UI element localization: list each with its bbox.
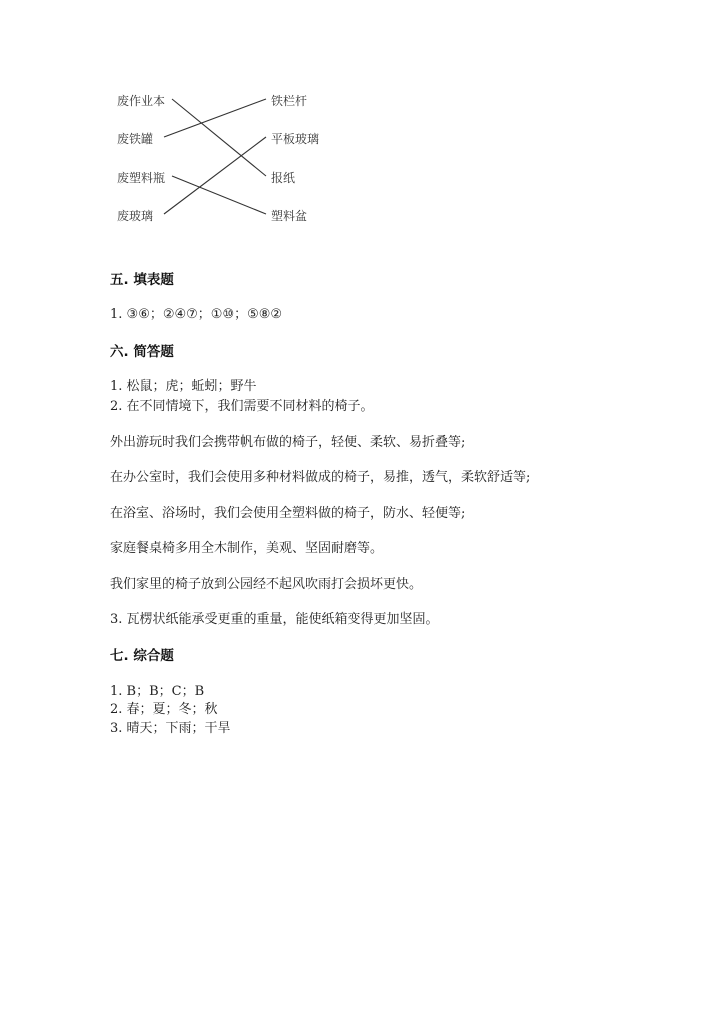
- section-title: 六. 简答题: [110, 344, 174, 360]
- left-item: 废塑料瓶: [117, 171, 166, 185]
- right-item: 平板玻璃: [271, 132, 320, 146]
- section-title: 七. 综合题: [110, 648, 174, 664]
- answer-line: 1. ③⑥；②④⑦；①⑩；⑤⑧②: [110, 307, 283, 322]
- answer-line: 3. 瓦楞状纸能承受更重的重量，能使纸箱变得更加坚固。: [110, 612, 439, 627]
- right-item: 塑料盆: [271, 209, 308, 223]
- answer-line: 在办公室时，我们会使用多种材料做成的椅子，易推，透气，柔软舒适等;: [110, 470, 531, 485]
- answer-line: 2. 在不同情境下，我们需要不同材料的椅子。: [110, 399, 374, 414]
- answer-line: 家庭餐桌椅多用全木制作，美观、坚固耐磨等。: [110, 541, 384, 556]
- answer-line: 1. 松鼠；虎；蚯蚓；野牛: [110, 379, 257, 394]
- answer-line: 3. 晴天；下雨；干旱: [110, 721, 231, 736]
- match-line: [172, 176, 266, 214]
- match-lines: [0, 0, 720, 260]
- match-line: [172, 99, 266, 176]
- left-item: 废铁罐: [117, 132, 154, 146]
- answer-line: 2. 春；夏；冬；秋: [110, 702, 218, 717]
- match-line: [164, 137, 266, 214]
- left-item: 废作业本: [117, 94, 166, 108]
- right-item: 报纸: [271, 171, 296, 185]
- answer-line: 在浴室、浴场时，我们会使用全塑料做的椅子，防水、轻便等;: [110, 506, 466, 521]
- left-item: 废玻璃: [117, 209, 154, 223]
- answer-line: 我们家里的椅子放到公园经不起风吹雨打会损坏更快。: [110, 577, 423, 592]
- section-title: 五. 填表题: [110, 272, 174, 288]
- answer-line: 1. B；B；C；B: [110, 684, 205, 699]
- right-item: 铁栏杆: [271, 94, 308, 108]
- answer-line: 外出游玩时我们会携带帆布做的椅子，轻便、柔软、易折叠等;: [110, 435, 466, 450]
